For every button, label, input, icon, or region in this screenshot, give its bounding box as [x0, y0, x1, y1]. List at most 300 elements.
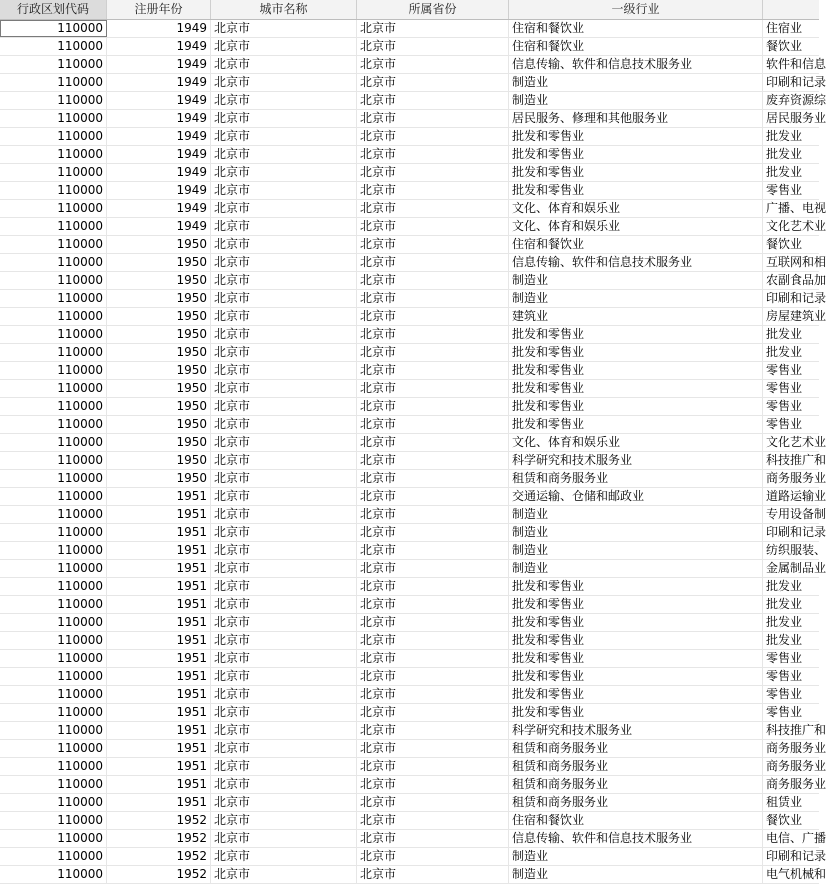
cell-register-year[interactable]: 1949 — [107, 182, 211, 199]
cell-secondary-industry[interactable]: 农副食品加 — [766, 273, 826, 287]
cell-primary-industry[interactable]: 居民服务、修理和其他服务业 — [509, 110, 763, 127]
cell-city-name[interactable]: 北京市 — [211, 362, 357, 379]
cell-primary-industry[interactable]: 文化、体育和娱乐业 — [509, 200, 763, 217]
cell-primary-industry[interactable]: 批发和零售业 — [509, 416, 763, 433]
cell-province[interactable]: 北京市 — [357, 398, 509, 415]
cell-secondary-industry[interactable]: 零售业 — [766, 687, 803, 701]
cell-register-year[interactable]: 1949 — [107, 38, 211, 55]
table-row[interactable] — [0, 236, 819, 254]
cell-primary-industry[interactable]: 批发和零售业 — [509, 362, 763, 379]
cell-secondary-industry[interactable]: 房屋建筑业 — [766, 309, 826, 323]
table-row[interactable] — [0, 380, 819, 398]
cell-register-year[interactable]: 1950 — [107, 290, 211, 307]
cell-register-year[interactable]: 1950 — [107, 452, 211, 469]
cell-province[interactable]: 北京市 — [357, 182, 509, 199]
cell-secondary-industry[interactable]: 印刷和记录 — [766, 291, 826, 305]
cell-city-name[interactable]: 北京市 — [211, 848, 357, 865]
cell-province[interactable]: 北京市 — [357, 614, 509, 631]
table-row[interactable] — [0, 722, 826, 740]
table-row[interactable] — [0, 596, 819, 614]
cell-province[interactable]: 北京市 — [357, 668, 509, 685]
column-header-primary-industry[interactable]: 一级行业 — [509, 0, 763, 19]
cell-city-name[interactable]: 北京市 — [211, 650, 357, 667]
cell-secondary-industry[interactable]: 零售业 — [766, 399, 803, 413]
cell-secondary-industry[interactable]: 批发业 — [766, 633, 803, 647]
cell-primary-industry[interactable]: 租赁和商务服务业 — [509, 776, 763, 793]
cell-secondary-industry[interactable]: 批发业 — [766, 345, 803, 359]
cell-primary-industry[interactable]: 批发和零售业 — [509, 398, 763, 415]
cell-city-name[interactable]: 北京市 — [211, 74, 357, 91]
cell-secondary-industry[interactable]: 批发业 — [766, 615, 803, 629]
cell-secondary-industry[interactable]: 商务服务业 — [766, 471, 826, 485]
cell-register-year[interactable]: 1951 — [107, 668, 211, 685]
cell-primary-industry[interactable]: 批发和零售业 — [509, 596, 763, 613]
cell-city-name[interactable]: 北京市 — [211, 308, 357, 325]
cell-register-year[interactable]: 1950 — [107, 308, 211, 325]
table-row[interactable] — [0, 146, 819, 164]
table-row[interactable] — [0, 704, 819, 722]
cell-province[interactable]: 北京市 — [357, 596, 509, 613]
cell-secondary-industry[interactable]: 零售业 — [766, 381, 803, 395]
cell-province[interactable]: 北京市 — [357, 416, 509, 433]
cell-province[interactable]: 北京市 — [357, 452, 509, 469]
cell-region-code[interactable]: 110000 — [0, 326, 107, 343]
cell-region-code[interactable]: 110000 — [0, 632, 107, 649]
cell-primary-industry[interactable]: 制造业 — [509, 524, 763, 541]
cell-primary-industry[interactable]: 住宿和餐饮业 — [509, 812, 763, 829]
cell-province[interactable]: 北京市 — [357, 578, 509, 595]
cell-secondary-industry[interactable]: 零售业 — [766, 363, 803, 377]
cell-region-code[interactable]: 110000 — [0, 668, 107, 685]
table-row[interactable] — [0, 344, 819, 362]
cell-region-code[interactable]: 110000 — [0, 542, 107, 559]
cell-primary-industry[interactable]: 批发和零售业 — [509, 632, 763, 649]
cell-primary-industry[interactable]: 批发和零售业 — [509, 326, 763, 343]
cell-secondary-industry[interactable]: 科技推广和 — [766, 453, 826, 467]
cell-region-code[interactable]: 110000 — [0, 758, 107, 775]
cell-register-year[interactable]: 1951 — [107, 488, 211, 505]
cell-register-year[interactable]: 1949 — [107, 20, 211, 37]
table-row[interactable] — [0, 398, 819, 416]
cell-city-name[interactable]: 北京市 — [211, 758, 357, 775]
cell-region-code[interactable]: 110000 — [0, 272, 107, 289]
cell-region-code[interactable]: 110000 — [0, 308, 107, 325]
cell-register-year[interactable]: 1949 — [107, 218, 211, 235]
cell-secondary-industry[interactable]: 电信、广播 — [766, 831, 826, 845]
column-header-city-name[interactable]: 城市名称 — [211, 0, 357, 19]
cell-province[interactable]: 北京市 — [357, 632, 509, 649]
cell-secondary-industry[interactable]: 零售业 — [766, 417, 803, 431]
cell-secondary-industry[interactable]: 文化艺术业 — [766, 435, 826, 449]
cell-register-year[interactable]: 1951 — [107, 506, 211, 523]
cell-city-name[interactable]: 北京市 — [211, 110, 357, 127]
cell-register-year[interactable]: 1950 — [107, 236, 211, 253]
cell-secondary-industry[interactable]: 住宿业 — [766, 21, 803, 35]
cell-province[interactable]: 北京市 — [357, 236, 509, 253]
cell-city-name[interactable]: 北京市 — [211, 614, 357, 631]
cell-register-year[interactable]: 1951 — [107, 614, 211, 631]
cell-city-name[interactable]: 北京市 — [211, 506, 357, 523]
cell-secondary-industry[interactable]: 餐饮业 — [766, 237, 803, 251]
cell-primary-industry[interactable]: 制造业 — [509, 560, 763, 577]
cell-region-code[interactable]: 110000 — [0, 704, 107, 721]
cell-primary-industry[interactable]: 制造业 — [509, 866, 763, 883]
cell-province[interactable]: 北京市 — [357, 794, 509, 811]
cell-register-year[interactable]: 1950 — [107, 344, 211, 361]
cell-secondary-industry[interactable]: 金属制品业 — [766, 561, 826, 575]
cell-register-year[interactable]: 1951 — [107, 560, 211, 577]
cell-province[interactable]: 北京市 — [357, 128, 509, 145]
column-header-register-year[interactable]: 注册年份 — [107, 0, 211, 19]
table-row[interactable] — [0, 794, 819, 812]
cell-primary-industry[interactable]: 制造业 — [509, 290, 763, 307]
cell-city-name[interactable]: 北京市 — [211, 542, 357, 559]
cell-city-name[interactable]: 北京市 — [211, 524, 357, 541]
cell-primary-industry[interactable]: 制造业 — [509, 92, 763, 109]
cell-city-name[interactable]: 北京市 — [211, 182, 357, 199]
cell-secondary-industry[interactable]: 软件和信息 — [766, 57, 826, 71]
cell-city-name[interactable]: 北京市 — [211, 596, 357, 613]
table-row[interactable] — [0, 74, 826, 92]
cell-primary-industry[interactable]: 批发和零售业 — [509, 164, 763, 181]
table-row[interactable] — [0, 830, 826, 848]
cell-primary-industry[interactable]: 租赁和商务服务业 — [509, 740, 763, 757]
cell-register-year[interactable]: 1950 — [107, 470, 211, 487]
cell-province[interactable]: 北京市 — [357, 74, 509, 91]
cell-city-name[interactable]: 北京市 — [211, 686, 357, 703]
cell-register-year[interactable]: 1950 — [107, 326, 211, 343]
cell-secondary-industry[interactable]: 广播、电视 — [766, 201, 826, 215]
cell-province[interactable]: 北京市 — [357, 326, 509, 343]
cell-primary-industry[interactable]: 批发和零售业 — [509, 578, 763, 595]
cell-primary-industry[interactable]: 制造业 — [509, 74, 763, 91]
cell-primary-industry[interactable]: 科学研究和技术服务业 — [509, 452, 763, 469]
column-header-secondary-industry[interactable] — [763, 0, 819, 19]
cell-region-code[interactable]: 110000 — [0, 164, 107, 181]
cell-city-name[interactable]: 北京市 — [211, 830, 357, 847]
cell-secondary-industry[interactable]: 批发业 — [766, 147, 803, 161]
table-row[interactable] — [0, 434, 826, 452]
cell-province[interactable]: 北京市 — [357, 704, 509, 721]
cell-region-code[interactable]: 110000 — [0, 236, 107, 253]
cell-province[interactable]: 北京市 — [357, 272, 509, 289]
cell-secondary-industry[interactable]: 科技推广和 — [766, 723, 826, 737]
table-row[interactable] — [0, 848, 826, 866]
cell-primary-industry[interactable]: 批发和零售业 — [509, 182, 763, 199]
cell-secondary-industry[interactable]: 商务服务业 — [766, 759, 826, 773]
cell-primary-industry[interactable]: 文化、体育和娱乐业 — [509, 434, 763, 451]
table-row[interactable] — [0, 362, 819, 380]
cell-primary-industry[interactable]: 批发和零售业 — [509, 686, 763, 703]
cell-province[interactable]: 北京市 — [357, 560, 509, 577]
cell-secondary-industry[interactable]: 零售业 — [766, 669, 803, 683]
cell-province[interactable]: 北京市 — [357, 812, 509, 829]
table-row[interactable] — [0, 740, 826, 758]
cell-region-code[interactable]: 110000 — [0, 146, 107, 163]
cell-register-year[interactable]: 1950 — [107, 380, 211, 397]
cell-primary-industry[interactable]: 信息传输、软件和信息技术服务业 — [509, 830, 763, 847]
cell-city-name[interactable]: 北京市 — [211, 164, 357, 181]
cell-province[interactable]: 北京市 — [357, 542, 509, 559]
table-row[interactable] — [0, 488, 826, 506]
cell-region-code[interactable]: 110000 — [0, 182, 107, 199]
table-row[interactable] — [0, 650, 819, 668]
table-row[interactable] — [0, 506, 826, 524]
cell-primary-industry[interactable]: 批发和零售业 — [509, 380, 763, 397]
cell-city-name[interactable]: 北京市 — [211, 272, 357, 289]
cell-city-name[interactable]: 北京市 — [211, 326, 357, 343]
cell-register-year[interactable]: 1950 — [107, 416, 211, 433]
table-row[interactable] — [0, 254, 826, 272]
cell-city-name[interactable]: 北京市 — [211, 146, 357, 163]
cell-region-code[interactable]: 110000 — [0, 434, 107, 451]
cell-province[interactable]: 北京市 — [357, 758, 509, 775]
cell-register-year[interactable]: 1951 — [107, 704, 211, 721]
cell-province[interactable]: 北京市 — [357, 254, 509, 271]
table-row[interactable] — [0, 560, 826, 578]
cell-region-code[interactable]: 110000 — [0, 218, 107, 235]
cell-secondary-industry[interactable]: 文化艺术业 — [766, 219, 826, 233]
cell-secondary-industry[interactable]: 印刷和记录 — [766, 525, 826, 539]
cell-region-code[interactable]: 110000 — [0, 344, 107, 361]
cell-region-code[interactable]: 110000 — [0, 110, 107, 127]
cell-city-name[interactable]: 北京市 — [211, 776, 357, 793]
cell-region-code[interactable]: 110000 — [0, 74, 107, 91]
cell-region-code[interactable]: 110000 — [0, 596, 107, 613]
cell-primary-industry[interactable]: 批发和零售业 — [509, 614, 763, 631]
cell-region-code[interactable]: 110000 — [0, 722, 107, 739]
table-row[interactable] — [0, 686, 819, 704]
cell-city-name[interactable]: 北京市 — [211, 812, 357, 829]
cell-secondary-industry[interactable]: 商务服务业 — [766, 741, 826, 755]
cell-primary-industry[interactable]: 租赁和商务服务业 — [509, 758, 763, 775]
cell-register-year[interactable]: 1950 — [107, 272, 211, 289]
cell-primary-industry[interactable]: 文化、体育和娱乐业 — [509, 218, 763, 235]
cell-region-code[interactable]: 110000 — [0, 56, 107, 73]
cell-province[interactable]: 北京市 — [357, 308, 509, 325]
cell-province[interactable]: 北京市 — [357, 866, 509, 883]
cell-region-code[interactable]: 110000 — [0, 812, 107, 829]
cell-secondary-industry[interactable]: 租赁业 — [766, 795, 803, 809]
cell-register-year[interactable]: 1950 — [107, 398, 211, 415]
cell-register-year[interactable]: 1952 — [107, 866, 211, 883]
cell-city-name[interactable]: 北京市 — [211, 38, 357, 55]
cell-region-code[interactable]: 110000 — [0, 92, 107, 109]
cell-region-code[interactable]: 110000 — [0, 254, 107, 271]
cell-register-year[interactable]: 1949 — [107, 164, 211, 181]
table-row[interactable] — [0, 812, 819, 830]
cell-register-year[interactable]: 1951 — [107, 740, 211, 757]
table-row[interactable] — [0, 308, 826, 326]
column-header-province[interactable]: 所属省份 — [357, 0, 509, 19]
table-row[interactable] — [0, 92, 826, 110]
table-row[interactable] — [0, 542, 826, 560]
table-row[interactable] — [0, 272, 826, 290]
table-row[interactable] — [0, 578, 819, 596]
cell-register-year[interactable]: 1951 — [107, 578, 211, 595]
cell-region-code[interactable]: 110000 — [0, 362, 107, 379]
table-row[interactable] — [0, 20, 819, 38]
cell-region-code[interactable]: 110000 — [0, 416, 107, 433]
cell-secondary-industry[interactable]: 零售业 — [766, 183, 803, 197]
cell-province[interactable]: 北京市 — [357, 650, 509, 667]
cell-city-name[interactable]: 北京市 — [211, 344, 357, 361]
table-row[interactable] — [0, 182, 819, 200]
cell-register-year[interactable]: 1951 — [107, 524, 211, 541]
table-row[interactable] — [0, 758, 826, 776]
cell-secondary-industry[interactable]: 居民服务业 — [766, 111, 826, 125]
cell-region-code[interactable]: 110000 — [0, 470, 107, 487]
cell-city-name[interactable]: 北京市 — [211, 290, 357, 307]
cell-city-name[interactable]: 北京市 — [211, 794, 357, 811]
cell-register-year[interactable]: 1951 — [107, 758, 211, 775]
cell-primary-industry[interactable]: 批发和零售业 — [509, 344, 763, 361]
cell-primary-industry[interactable]: 住宿和餐饮业 — [509, 20, 763, 37]
cell-city-name[interactable]: 北京市 — [211, 254, 357, 271]
cell-secondary-industry[interactable]: 印刷和记录 — [766, 849, 826, 863]
cell-province[interactable]: 北京市 — [357, 146, 509, 163]
cell-secondary-industry[interactable]: 批发业 — [766, 579, 803, 593]
cell-region-code[interactable]: 110000 — [0, 578, 107, 595]
cell-register-year[interactable]: 1950 — [107, 434, 211, 451]
cell-primary-industry[interactable]: 制造业 — [509, 848, 763, 865]
cell-region-code[interactable]: 110000 — [0, 524, 107, 541]
table-row[interactable] — [0, 866, 826, 884]
cell-city-name[interactable]: 北京市 — [211, 578, 357, 595]
table-row[interactable] — [0, 164, 819, 182]
cell-register-year[interactable]: 1950 — [107, 254, 211, 271]
cell-primary-industry[interactable]: 制造业 — [509, 542, 763, 559]
table-row[interactable] — [0, 56, 826, 74]
cell-city-name[interactable]: 北京市 — [211, 398, 357, 415]
cell-city-name[interactable]: 北京市 — [211, 488, 357, 505]
cell-primary-industry[interactable]: 批发和零售业 — [509, 128, 763, 145]
cell-primary-industry[interactable]: 科学研究和技术服务业 — [509, 722, 763, 739]
cell-city-name[interactable]: 北京市 — [211, 722, 357, 739]
cell-province[interactable]: 北京市 — [357, 524, 509, 541]
cell-city-name[interactable]: 北京市 — [211, 704, 357, 721]
cell-primary-industry[interactable]: 批发和零售业 — [509, 704, 763, 721]
cell-region-code[interactable]: 110000 — [0, 398, 107, 415]
cell-region-code[interactable]: 110000 — [0, 794, 107, 811]
cell-region-code[interactable]: 110000 — [0, 686, 107, 703]
cell-city-name[interactable]: 北京市 — [211, 632, 357, 649]
cell-secondary-industry[interactable]: 批发业 — [766, 597, 803, 611]
cell-region-code[interactable]: 110000 — [0, 614, 107, 631]
table-row[interactable] — [0, 470, 826, 488]
table-row[interactable] — [0, 218, 826, 236]
cell-region-code[interactable]: 110000 — [0, 830, 107, 847]
cell-province[interactable]: 北京市 — [357, 380, 509, 397]
cell-register-year[interactable]: 1950 — [107, 362, 211, 379]
cell-register-year[interactable]: 1951 — [107, 794, 211, 811]
cell-register-year[interactable]: 1952 — [107, 812, 211, 829]
cell-secondary-industry[interactable]: 零售业 — [766, 651, 803, 665]
cell-register-year[interactable]: 1951 — [107, 686, 211, 703]
cell-secondary-industry[interactable]: 零售业 — [766, 705, 803, 719]
cell-register-year[interactable]: 1949 — [107, 146, 211, 163]
column-header-region-code[interactable]: 行政区划代码 — [0, 0, 107, 19]
cell-city-name[interactable]: 北京市 — [211, 200, 357, 217]
table-row[interactable] — [0, 110, 826, 128]
cell-region-code[interactable]: 110000 — [0, 866, 107, 883]
cell-province[interactable]: 北京市 — [357, 686, 509, 703]
table-row[interactable] — [0, 524, 826, 542]
cell-city-name[interactable]: 北京市 — [211, 470, 357, 487]
cell-region-code[interactable]: 110000 — [0, 128, 107, 145]
cell-register-year[interactable]: 1951 — [107, 722, 211, 739]
cell-register-year[interactable]: 1949 — [107, 92, 211, 109]
cell-province[interactable]: 北京市 — [357, 56, 509, 73]
cell-city-name[interactable]: 北京市 — [211, 416, 357, 433]
cell-province[interactable]: 北京市 — [357, 38, 509, 55]
cell-city-name[interactable]: 北京市 — [211, 668, 357, 685]
cell-province[interactable]: 北京市 — [357, 20, 509, 37]
table-row[interactable] — [0, 614, 819, 632]
cell-register-year[interactable]: 1951 — [107, 632, 211, 649]
cell-secondary-industry[interactable]: 纺织服装、 — [766, 543, 826, 557]
cell-region-code[interactable]: 110000 — [0, 560, 107, 577]
cell-province[interactable]: 北京市 — [357, 488, 509, 505]
cell-secondary-industry[interactable]: 专用设备制 — [766, 507, 826, 521]
cell-region-code[interactable]: 110000 — [0, 740, 107, 757]
cell-register-year[interactable]: 1951 — [107, 596, 211, 613]
table-row[interactable] — [0, 128, 819, 146]
cell-primary-industry[interactable]: 交通运输、仓储和邮政业 — [509, 488, 763, 505]
cell-register-year[interactable]: 1949 — [107, 110, 211, 127]
cell-region-code[interactable]: 110000 — [0, 38, 107, 55]
cell-register-year[interactable]: 1951 — [107, 542, 211, 559]
cell-city-name[interactable]: 北京市 — [211, 380, 357, 397]
cell-city-name[interactable]: 北京市 — [211, 740, 357, 757]
cell-province[interactable]: 北京市 — [357, 164, 509, 181]
cell-register-year[interactable]: 1951 — [107, 776, 211, 793]
cell-primary-industry[interactable]: 批发和零售业 — [509, 650, 763, 667]
cell-city-name[interactable]: 北京市 — [211, 434, 357, 451]
cell-primary-industry[interactable]: 信息传输、软件和信息技术服务业 — [509, 56, 763, 73]
cell-province[interactable]: 北京市 — [357, 776, 509, 793]
cell-province[interactable]: 北京市 — [357, 110, 509, 127]
cell-city-name[interactable]: 北京市 — [211, 56, 357, 73]
cell-secondary-industry[interactable]: 餐饮业 — [766, 813, 803, 827]
cell-secondary-industry[interactable]: 电气机械和 — [766, 867, 826, 881]
cell-province[interactable]: 北京市 — [357, 434, 509, 451]
table-row[interactable] — [0, 326, 819, 344]
cell-register-year[interactable]: 1952 — [107, 830, 211, 847]
cell-region-code[interactable]: 110000 — [0, 20, 107, 37]
cell-secondary-industry[interactable]: 废弃资源综 — [766, 93, 826, 107]
cell-secondary-industry[interactable]: 商务服务业 — [766, 777, 826, 791]
cell-secondary-industry[interactable]: 批发业 — [766, 129, 803, 143]
table-row[interactable] — [0, 452, 826, 470]
cell-province[interactable]: 北京市 — [357, 470, 509, 487]
cell-secondary-industry[interactable]: 印刷和记录 — [766, 75, 826, 89]
table-row[interactable] — [0, 290, 826, 308]
cell-secondary-industry[interactable]: 互联网和相 — [766, 255, 826, 269]
cell-region-code[interactable]: 110000 — [0, 488, 107, 505]
cell-city-name[interactable]: 北京市 — [211, 452, 357, 469]
cell-register-year[interactable]: 1951 — [107, 650, 211, 667]
cell-province[interactable]: 北京市 — [357, 848, 509, 865]
cell-province[interactable]: 北京市 — [357, 290, 509, 307]
cell-region-code[interactable]: 110000 — [0, 290, 107, 307]
table-row[interactable] — [0, 416, 819, 434]
cell-city-name[interactable]: 北京市 — [211, 236, 357, 253]
cell-province[interactable]: 北京市 — [357, 92, 509, 109]
cell-register-year[interactable]: 1949 — [107, 56, 211, 73]
cell-primary-industry[interactable]: 制造业 — [509, 272, 763, 289]
cell-region-code[interactable]: 110000 — [0, 848, 107, 865]
